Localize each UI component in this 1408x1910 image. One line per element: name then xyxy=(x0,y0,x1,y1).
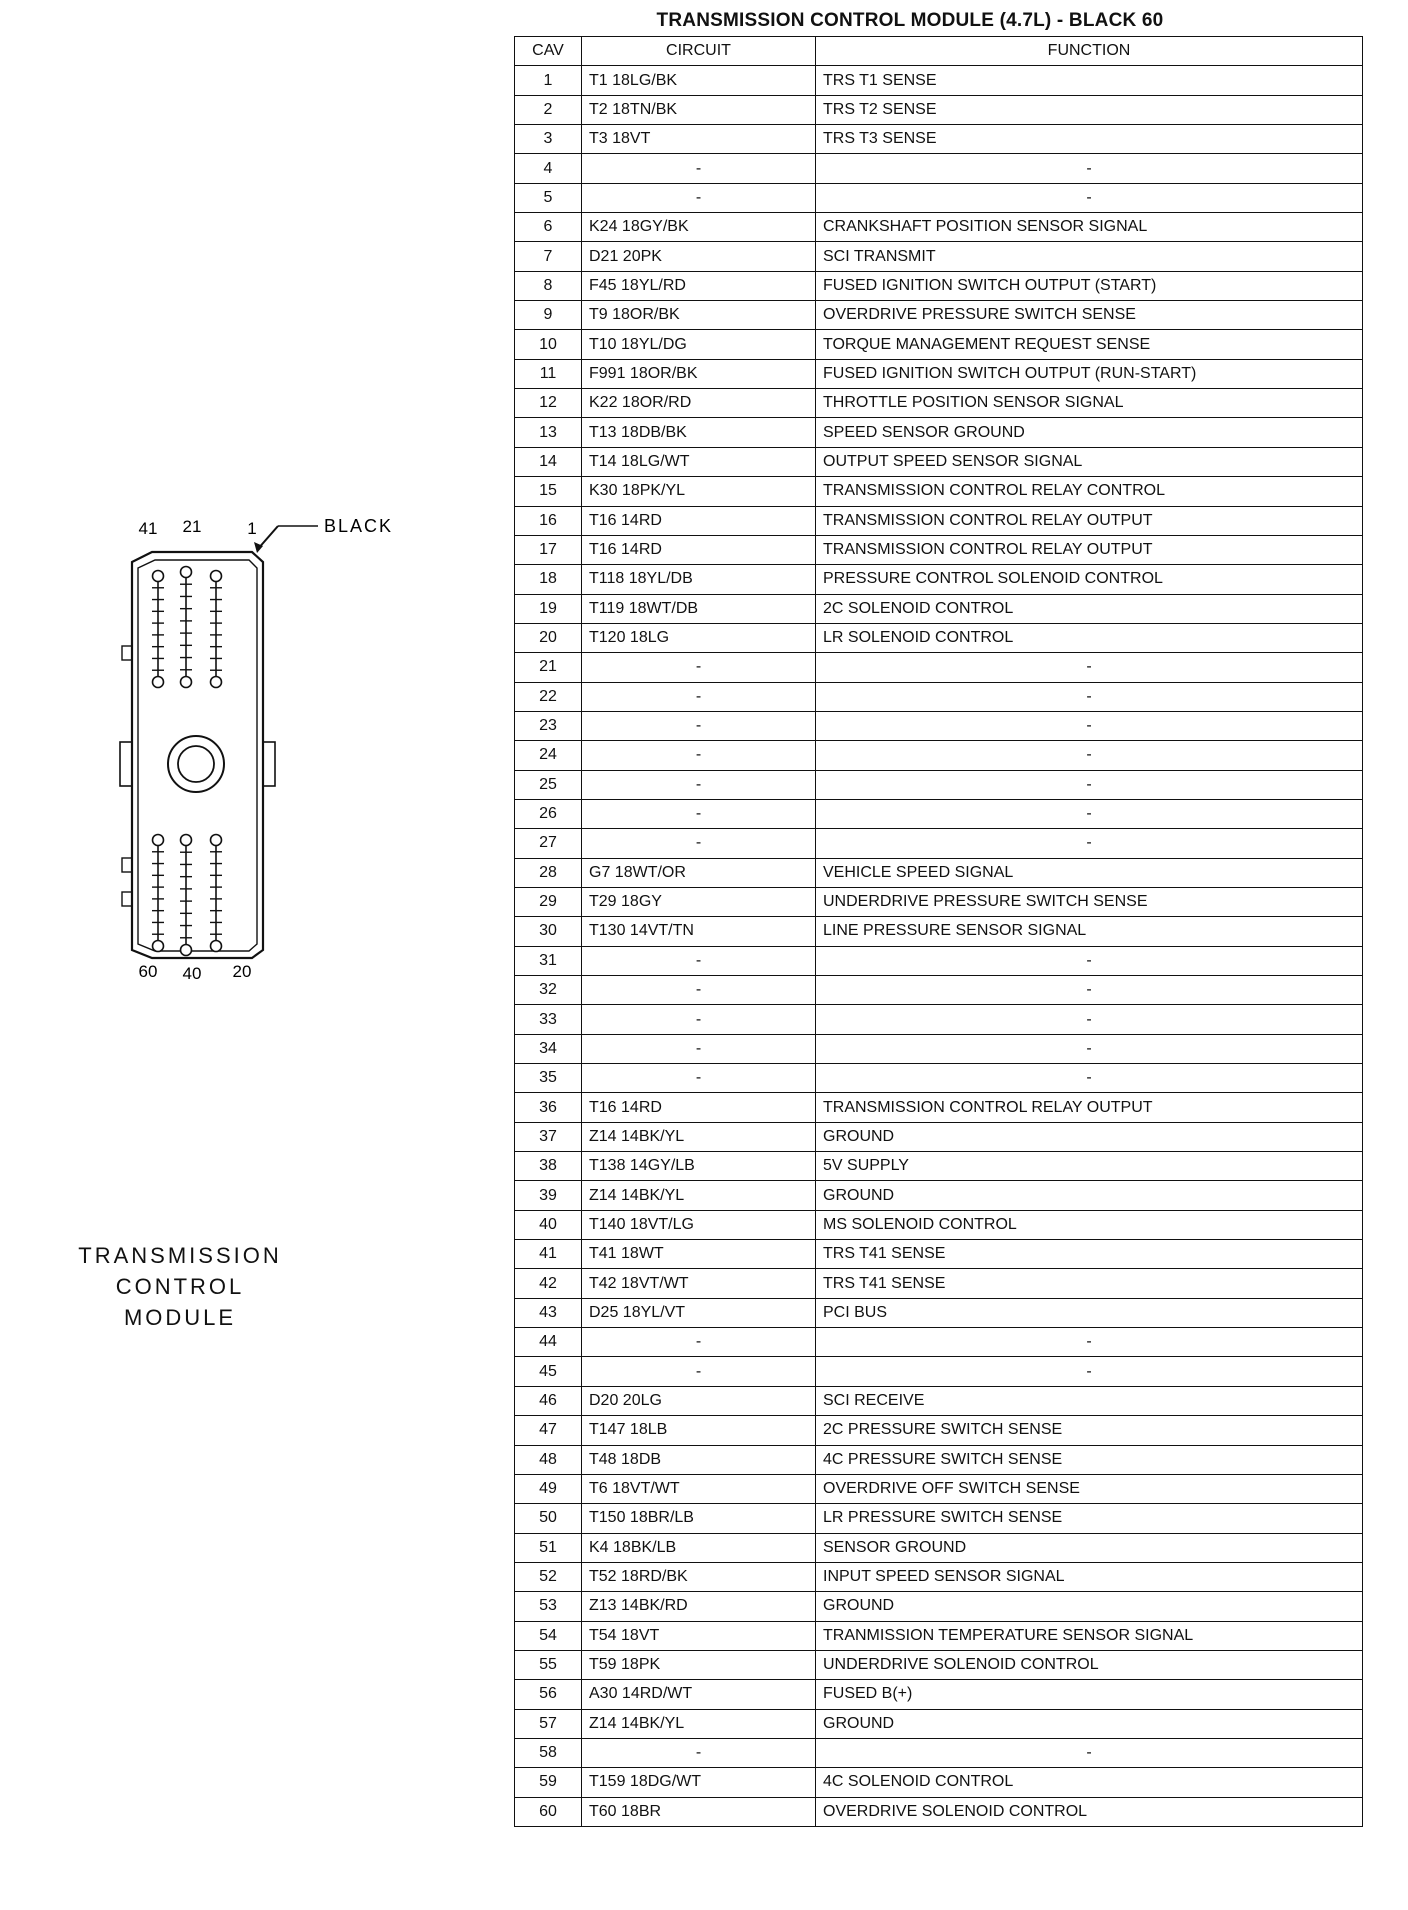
pin-label-40: 40 xyxy=(182,964,202,983)
function-cell: TRS T2 SENSE xyxy=(816,95,1363,124)
table-row xyxy=(515,447,1363,476)
table-row xyxy=(515,1034,1363,1063)
circuit-cell: K24 18GY/BK xyxy=(582,213,816,242)
table-row xyxy=(515,183,1363,212)
function-cell: INPUT SPEED SENSOR SIGNAL xyxy=(816,1562,1363,1591)
cav-cell: 40 xyxy=(515,1210,582,1239)
pin-terminal xyxy=(181,567,192,578)
cav-cell: 51 xyxy=(515,1533,582,1562)
table-row xyxy=(515,594,1363,623)
function-cell: TRANSMISSION CONTROL RELAY OUTPUT xyxy=(816,535,1363,564)
circuit-cell: F45 18YL/RD xyxy=(582,271,816,300)
cav-cell: 53 xyxy=(515,1592,582,1621)
connector-pin-labels-top xyxy=(139,517,257,538)
pin-terminal xyxy=(211,941,222,952)
cav-cell: 44 xyxy=(515,1328,582,1357)
circuit-cell: - xyxy=(582,1328,816,1357)
table-row xyxy=(515,858,1363,887)
table-row xyxy=(515,1093,1363,1122)
cav-cell: 27 xyxy=(515,829,582,858)
table-row xyxy=(515,477,1363,506)
circuit-cell: - xyxy=(582,183,816,212)
table-row xyxy=(515,1592,1363,1621)
table-row xyxy=(515,1474,1363,1503)
table-row xyxy=(515,535,1363,564)
circuit-cell: T3 18VT xyxy=(582,125,816,154)
circuit-cell: D20 20LG xyxy=(582,1386,816,1415)
function-cell: TORQUE MANAGEMENT REQUEST SENSE xyxy=(816,330,1363,359)
circuit-cell: T14 18LG/WT xyxy=(582,447,816,476)
table-row xyxy=(515,1152,1363,1181)
table-row xyxy=(515,1738,1363,1767)
function-cell: TRS T3 SENSE xyxy=(816,125,1363,154)
table-row xyxy=(515,330,1363,359)
table-row xyxy=(515,1445,1363,1474)
circuit-cell: Z14 14BK/YL xyxy=(582,1709,816,1738)
cav-cell: 6 xyxy=(515,213,582,242)
pin-label-60: 60 xyxy=(138,962,158,981)
circuit-cell: D25 18YL/VT xyxy=(582,1298,816,1327)
function-cell: LINE PRESSURE SENSOR SIGNAL xyxy=(816,917,1363,946)
cav-cell: 31 xyxy=(515,946,582,975)
table-row xyxy=(515,653,1363,682)
cav-cell: 35 xyxy=(515,1064,582,1093)
table-row xyxy=(515,418,1363,447)
cav-cell: 7 xyxy=(515,242,582,271)
circuit-cell: T140 18VT/LG xyxy=(582,1210,816,1239)
function-cell: VEHICLE SPEED SIGNAL xyxy=(816,858,1363,887)
function-cell: - xyxy=(816,183,1363,212)
function-cell: GROUND xyxy=(816,1709,1363,1738)
function-cell: - xyxy=(816,1034,1363,1063)
circuit-cell: T41 18WT xyxy=(582,1240,816,1269)
cav-cell: 14 xyxy=(515,447,582,476)
table-row xyxy=(515,213,1363,242)
function-cell: - xyxy=(816,1328,1363,1357)
function-cell: TRANMISSION TEMPERATURE SENSOR SIGNAL xyxy=(816,1621,1363,1650)
table-row xyxy=(515,1504,1363,1533)
function-cell: - xyxy=(816,741,1363,770)
cav-cell: 38 xyxy=(515,1152,582,1181)
cav-cell: 17 xyxy=(515,535,582,564)
cav-cell: 4 xyxy=(515,154,582,183)
table-row xyxy=(515,1328,1363,1357)
cav-cell: 11 xyxy=(515,359,582,388)
cav-cell: 30 xyxy=(515,917,582,946)
circuit-cell: T2 18TN/BK xyxy=(582,95,816,124)
table-row xyxy=(515,1650,1363,1679)
table-row xyxy=(515,1386,1363,1415)
circuit-cell: - xyxy=(582,1738,816,1767)
function-cell: UNDERDRIVE SOLENOID CONTROL xyxy=(816,1650,1363,1679)
function-cell: TRANSMISSION CONTROL RELAY OUTPUT xyxy=(816,1093,1363,1122)
cav-cell: 19 xyxy=(515,594,582,623)
cav-cell: 34 xyxy=(515,1034,582,1063)
pin-terminal xyxy=(153,677,164,688)
function-cell: - xyxy=(816,946,1363,975)
cav-cell: 50 xyxy=(515,1504,582,1533)
cav-cell: 37 xyxy=(515,1122,582,1151)
cav-cell: 12 xyxy=(515,389,582,418)
table-row xyxy=(515,711,1363,740)
table-row xyxy=(515,917,1363,946)
table-row xyxy=(515,1210,1363,1239)
table-row xyxy=(515,1621,1363,1650)
table-row xyxy=(515,1269,1363,1298)
pinout-table xyxy=(514,36,1363,1827)
table-row xyxy=(515,271,1363,300)
function-cell: TRANSMISSION CONTROL RELAY OUTPUT xyxy=(816,506,1363,535)
function-cell: 4C PRESSURE SWITCH SENSE xyxy=(816,1445,1363,1474)
cav-cell: 8 xyxy=(515,271,582,300)
function-cell: PRESSURE CONTROL SOLENOID CONTROL xyxy=(816,565,1363,594)
function-cell: THROTTLE POSITION SENSOR SIGNAL xyxy=(816,389,1363,418)
table-row xyxy=(515,154,1363,183)
circuit-cell: - xyxy=(582,946,816,975)
function-cell: SENSOR GROUND xyxy=(816,1533,1363,1562)
circuit-cell: Z13 14BK/RD xyxy=(582,1592,816,1621)
table-row xyxy=(515,1298,1363,1327)
function-cell: - xyxy=(816,770,1363,799)
cav-cell: 57 xyxy=(515,1709,582,1738)
cav-cell: 20 xyxy=(515,623,582,652)
circuit-cell: T13 18DB/BK xyxy=(582,418,816,447)
function-cell: - xyxy=(816,1357,1363,1386)
table-row xyxy=(515,1357,1363,1386)
function-cell: FUSED B(+) xyxy=(816,1680,1363,1709)
pin-terminal xyxy=(153,571,164,582)
table-row xyxy=(515,359,1363,388)
header-circuit: CIRCUIT xyxy=(582,37,816,66)
circuit-cell: - xyxy=(582,154,816,183)
circuit-cell: T54 18VT xyxy=(582,1621,816,1650)
black-color-label: BLACK xyxy=(324,516,394,536)
table-row xyxy=(515,242,1363,271)
cav-cell: 52 xyxy=(515,1562,582,1591)
circuit-cell: T120 18LG xyxy=(582,623,816,652)
function-cell: 4C SOLENOID CONTROL xyxy=(816,1768,1363,1797)
cav-cell: 39 xyxy=(515,1181,582,1210)
cav-cell: 28 xyxy=(515,858,582,887)
function-cell: TRS T1 SENSE xyxy=(816,66,1363,95)
function-cell: SPEED SENSOR GROUND xyxy=(816,418,1363,447)
function-cell: OUTPUT SPEED SENSOR SIGNAL xyxy=(816,447,1363,476)
function-cell: TRS T41 SENSE xyxy=(816,1240,1363,1269)
cav-cell: 41 xyxy=(515,1240,582,1269)
table-row xyxy=(515,1680,1363,1709)
black-callout xyxy=(254,516,393,553)
function-cell: - xyxy=(816,976,1363,1005)
table-row xyxy=(515,506,1363,535)
cav-cell: 46 xyxy=(515,1386,582,1415)
circuit-cell: T59 18PK xyxy=(582,1650,816,1679)
table-row xyxy=(515,1709,1363,1738)
function-cell: LR PRESSURE SWITCH SENSE xyxy=(816,1504,1363,1533)
function-cell: - xyxy=(816,799,1363,828)
circuit-cell: T16 14RD xyxy=(582,535,816,564)
function-cell: FUSED IGNITION SWITCH OUTPUT (RUN-START) xyxy=(816,359,1363,388)
pin-terminal xyxy=(153,835,164,846)
cav-cell: 21 xyxy=(515,653,582,682)
cav-cell: 5 xyxy=(515,183,582,212)
circuit-cell: Z14 14BK/YL xyxy=(582,1181,816,1210)
table-row xyxy=(515,1122,1363,1151)
cav-cell: 42 xyxy=(515,1269,582,1298)
circuit-cell: T48 18DB xyxy=(582,1445,816,1474)
cav-cell: 1 xyxy=(515,66,582,95)
cav-cell: 32 xyxy=(515,976,582,1005)
circuit-cell: T118 18YL/DB xyxy=(582,565,816,594)
circuit-cell: D21 20PK xyxy=(582,242,816,271)
table-row xyxy=(515,946,1363,975)
circuit-cell: T60 18BR xyxy=(582,1797,816,1826)
circuit-cell: T1 18LG/BK xyxy=(582,66,816,95)
connector-caption-line-2: CONTROL xyxy=(115,1274,245,1299)
cav-cell: 48 xyxy=(515,1445,582,1474)
table-row xyxy=(515,1533,1363,1562)
cav-cell: 2 xyxy=(515,95,582,124)
table-row xyxy=(515,66,1363,95)
table-row xyxy=(515,1562,1363,1591)
circuit-cell: F991 18OR/BK xyxy=(582,359,816,388)
table-row xyxy=(515,682,1363,711)
circuit-cell: K30 18PK/YL xyxy=(582,477,816,506)
connector-pin-labels-bottom xyxy=(139,962,252,983)
circuit-cell: - xyxy=(582,711,816,740)
connector-body xyxy=(120,552,275,958)
table-row xyxy=(515,1005,1363,1034)
pin-label-41: 41 xyxy=(138,519,158,538)
circuit-cell: - xyxy=(582,682,816,711)
circuit-cell: T130 14VT/TN xyxy=(582,917,816,946)
circuit-cell: - xyxy=(582,1034,816,1063)
table-row xyxy=(515,829,1363,858)
table-row xyxy=(515,389,1363,418)
function-cell: - xyxy=(816,653,1363,682)
function-cell: TRANSMISSION CONTROL RELAY CONTROL xyxy=(816,477,1363,506)
circuit-cell: T52 18RD/BK xyxy=(582,1562,816,1591)
circuit-cell: T16 14RD xyxy=(582,1093,816,1122)
circuit-cell: T150 18BR/LB xyxy=(582,1504,816,1533)
table-row xyxy=(515,623,1363,652)
circuit-cell: - xyxy=(582,799,816,828)
pin-label-20: 20 xyxy=(232,962,252,981)
cav-cell: 10 xyxy=(515,330,582,359)
cav-cell: 26 xyxy=(515,799,582,828)
pin-terminal xyxy=(181,945,192,956)
circuit-cell: T42 18VT/WT xyxy=(582,1269,816,1298)
circuit-cell: Z14 14BK/YL xyxy=(582,1122,816,1151)
table-row xyxy=(515,301,1363,330)
table-row xyxy=(515,565,1363,594)
connector-diagram xyxy=(100,510,394,983)
header-function: FUNCTION xyxy=(816,37,1363,66)
function-cell: - xyxy=(816,154,1363,183)
circuit-cell: T147 18LB xyxy=(582,1416,816,1445)
connector-pin-columns xyxy=(152,567,222,956)
function-cell: LR SOLENOID CONTROL xyxy=(816,623,1363,652)
table-title: TRANSMISSION CONTROL MODULE (4.7L) - BLACK 60 xyxy=(656,10,1164,31)
function-cell: CRANKSHAFT POSITION SENSOR SIGNAL xyxy=(816,213,1363,242)
function-cell: FUSED IGNITION SWITCH OUTPUT (START) xyxy=(816,271,1363,300)
function-cell: - xyxy=(816,711,1363,740)
function-cell: SCI TRANSMIT xyxy=(816,242,1363,271)
cav-cell: 45 xyxy=(515,1357,582,1386)
cav-cell: 55 xyxy=(515,1650,582,1679)
cav-cell: 25 xyxy=(515,770,582,799)
function-cell: PCI BUS xyxy=(816,1298,1363,1327)
connector-caption-line-3: MODULE xyxy=(123,1305,237,1330)
table-row xyxy=(515,125,1363,154)
header-cav: CAV xyxy=(515,37,582,66)
table-row xyxy=(515,1240,1363,1269)
circuit-cell: G7 18WT/OR xyxy=(582,858,816,887)
table-row xyxy=(515,799,1363,828)
table-row xyxy=(515,1797,1363,1826)
function-cell: - xyxy=(816,829,1363,858)
table-row xyxy=(515,1181,1363,1210)
cav-cell: 56 xyxy=(515,1680,582,1709)
function-cell: TRS T41 SENSE xyxy=(816,1269,1363,1298)
pin-terminal xyxy=(181,677,192,688)
circuit-cell: K22 18OR/RD xyxy=(582,389,816,418)
circuit-cell: - xyxy=(582,741,816,770)
pin-terminal xyxy=(211,571,222,582)
circuit-cell: - xyxy=(582,976,816,1005)
function-cell: - xyxy=(816,1005,1363,1034)
circuit-cell: T6 18VT/WT xyxy=(582,1474,816,1503)
pin-terminal xyxy=(211,835,222,846)
connector-caption-line-1: TRANSMISSION xyxy=(78,1243,282,1268)
function-cell: 2C SOLENOID CONTROL xyxy=(816,594,1363,623)
cav-cell: 9 xyxy=(515,301,582,330)
function-cell: - xyxy=(816,1064,1363,1093)
cav-cell: 22 xyxy=(515,682,582,711)
cav-cell: 47 xyxy=(515,1416,582,1445)
circuit-cell: - xyxy=(582,1064,816,1093)
table-row xyxy=(515,95,1363,124)
cav-cell: 3 xyxy=(515,125,582,154)
circuit-cell: - xyxy=(582,1005,816,1034)
cav-cell: 58 xyxy=(515,1738,582,1767)
function-cell: UNDERDRIVE PRESSURE SWITCH SENSE xyxy=(816,887,1363,916)
circuit-cell: - xyxy=(582,653,816,682)
function-cell: GROUND xyxy=(816,1592,1363,1621)
table-row xyxy=(515,770,1363,799)
circuit-cell: T10 18YL/DG xyxy=(582,330,816,359)
cav-cell: 49 xyxy=(515,1474,582,1503)
function-cell: GROUND xyxy=(816,1122,1363,1151)
cav-cell: 24 xyxy=(515,741,582,770)
circuit-cell: T119 18WT/DB xyxy=(582,594,816,623)
cav-cell: 18 xyxy=(515,565,582,594)
circuit-cell: - xyxy=(582,1357,816,1386)
table-row xyxy=(515,1416,1363,1445)
pin-label-21: 21 xyxy=(182,517,202,536)
pin-label-1: 1 xyxy=(247,519,257,538)
cav-cell: 36 xyxy=(515,1093,582,1122)
function-cell: MS SOLENOID CONTROL xyxy=(816,1210,1363,1239)
pin-terminal xyxy=(211,677,222,688)
pin-terminal xyxy=(153,941,164,952)
table-header-row xyxy=(515,37,1363,66)
circuit-cell: - xyxy=(582,829,816,858)
cav-cell: 60 xyxy=(515,1797,582,1826)
cav-cell: 13 xyxy=(515,418,582,447)
function-cell: - xyxy=(816,1738,1363,1767)
circuit-cell: T159 18DG/WT xyxy=(582,1768,816,1797)
cav-cell: 59 xyxy=(515,1768,582,1797)
function-cell: 5V SUPPLY xyxy=(816,1152,1363,1181)
function-cell: 2C PRESSURE SWITCH SENSE xyxy=(816,1416,1363,1445)
cav-cell: 33 xyxy=(515,1005,582,1034)
pin-terminal xyxy=(181,835,192,846)
cav-cell: 43 xyxy=(515,1298,582,1327)
function-cell: - xyxy=(816,682,1363,711)
table-row xyxy=(515,887,1363,916)
function-cell: OVERDRIVE OFF SWITCH SENSE xyxy=(816,1474,1363,1503)
cav-cell: 54 xyxy=(515,1621,582,1650)
table-body xyxy=(515,66,1363,1827)
circuit-cell: K4 18BK/LB xyxy=(582,1533,816,1562)
circuit-cell: - xyxy=(582,770,816,799)
function-cell: SCI RECEIVE xyxy=(816,1386,1363,1415)
cav-cell: 15 xyxy=(515,477,582,506)
circuit-cell: A30 14RD/WT xyxy=(582,1680,816,1709)
circuit-cell: T16 14RD xyxy=(582,506,816,535)
cav-cell: 23 xyxy=(515,711,582,740)
cav-cell: 29 xyxy=(515,887,582,916)
table-row xyxy=(515,1768,1363,1797)
function-cell: OVERDRIVE SOLENOID CONTROL xyxy=(816,1797,1363,1826)
table-row xyxy=(515,1064,1363,1093)
circuit-cell: T138 14GY/LB xyxy=(582,1152,816,1181)
function-cell: OVERDRIVE PRESSURE SWITCH SENSE xyxy=(816,301,1363,330)
table-row xyxy=(515,741,1363,770)
cav-cell: 16 xyxy=(515,506,582,535)
circuit-cell: T9 18OR/BK xyxy=(582,301,816,330)
table-row xyxy=(515,976,1363,1005)
function-cell: GROUND xyxy=(816,1181,1363,1210)
circuit-cell: T29 18GY xyxy=(582,887,816,916)
